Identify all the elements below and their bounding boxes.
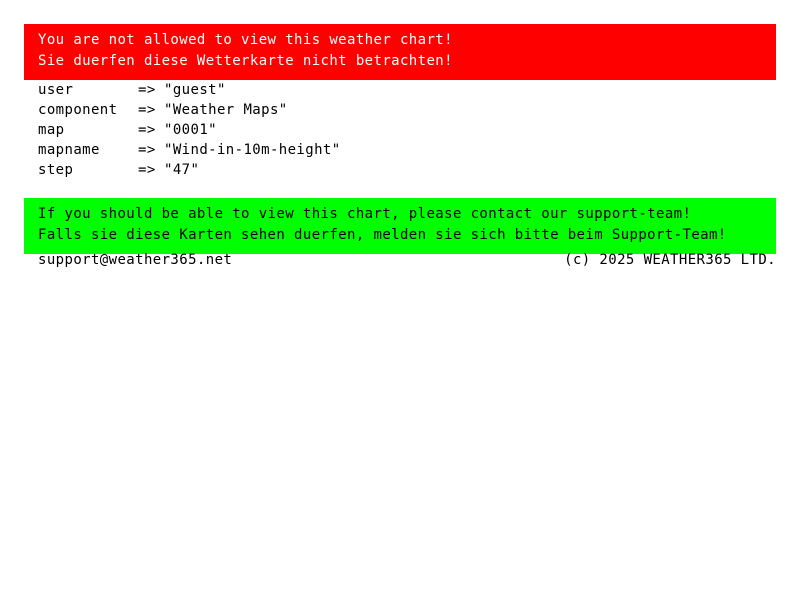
field-arrow-component: => [138,102,156,118]
error-banner-line-de: Sie duerfen diese Wetterkarte nicht betrachten! [38,53,453,69]
error-banner-line-en: You are not allowed to view this weather chart! [38,32,453,48]
field-key-component: component [38,102,118,118]
field-key-mapname: mapname [38,142,100,158]
field-value-user: "guest" [164,82,226,98]
field-arrow-step: => [138,162,156,178]
copyright-text: (c) 2025 WEATHER365 LTD. [564,252,776,268]
field-key-user: user [38,82,74,98]
table-row [38,140,341,160]
footer [38,250,776,270]
info-banner [24,198,776,254]
info-banner-line-de: Falls sie diese Karten sehen duerfen, melden sie sich bitte beim Support-Team! [38,227,727,243]
field-value-step: "47" [164,162,200,178]
table-row [38,80,341,100]
field-key-map: map [38,122,65,138]
field-value-map: "0001" [164,122,217,138]
field-value-component: "Weather Maps" [164,102,288,118]
info-banner-line-en: If you should be able to view this chart, please contact our support-team! [38,206,692,222]
support-email-link[interactable]: support@weather365.net [38,252,233,268]
request-details-table [38,80,341,180]
field-arrow-map: => [138,122,156,138]
field-value-mapname: "Wind-in-10m-height" [164,142,341,158]
table-row [38,160,341,180]
error-banner [24,24,776,80]
table-row [38,100,341,120]
table-row [38,120,341,140]
field-arrow-mapname: => [138,142,156,158]
field-arrow-user: => [138,82,156,98]
field-key-step: step [38,162,74,178]
